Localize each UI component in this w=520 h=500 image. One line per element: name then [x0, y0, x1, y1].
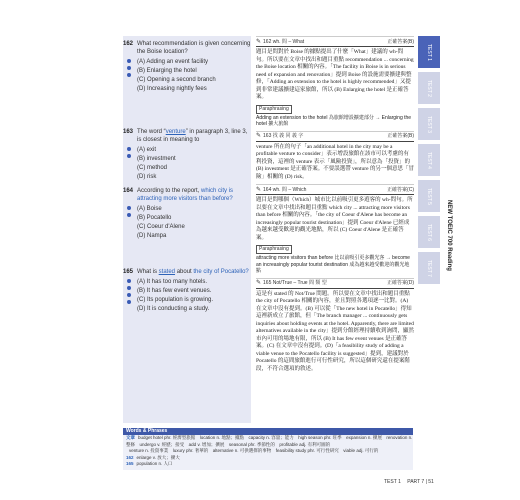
answer-column: [256, 36, 414, 373]
answer-icon: ✎: [256, 280, 262, 286]
question-number: 165: [123, 269, 134, 275]
answer-explanation: 這是有 stated 的 Not/True 問題。所以要在文章中找出和題目重點 the city of Pocatello 相關的內容，並且對照各選項逐一比對。(A) 在文章中沒有提到。(B) 可以從「The new hotel in Pocatello」得知這裡新成立了旅館，但「The branch manager ... continuously gets inquiries about holding events at the hotel. Apparently, there are limited alternatives available in the city」提到分館經理持續收到詢問，顯然市內可用的場地有限，所以 (B) It has few event venues 是正確答案。(C) 在文章中沒有提到。(D)「a feasibility study of adding a viable venue to the Pocatello facility is suggested」提到，建議對於 Pocatello 的這間旅館進行可行性研究，所以這個研究還在提案階段，不符合選項的敘述。: [256, 290, 414, 372]
option-a[interactable]: (A) Adding an event facility: [137, 59, 209, 65]
tab-label: TEST 1: [426, 43, 432, 61]
answer-type: 165 Not/True – True 問 類 型: [263, 280, 327, 286]
option-c[interactable]: (C) Opening a second branch: [137, 77, 216, 83]
option-c[interactable]: (C) Coeur d'Alene: [137, 224, 185, 230]
page-footer: TEST 1 PART 7 | 51: [384, 479, 434, 485]
question-number: 163: [123, 129, 134, 135]
answer-header: [256, 278, 414, 289]
question-text: What recommendation is given concerning the Boise location?: [137, 41, 251, 55]
words-row-value: venture n. 投資事業 luxury phr. 奢華的 alternative n. 可供選擇的事物 feasibility study phr. 可行性研究 viable adj. 可行的: [129, 448, 379, 453]
question-text: [137, 128, 251, 144]
answer-explanation: 題目是問哪個（Which）城市比以前吸引更多遊客的 wh-問句。所以要在文章中找出和題目重點 which city ... attracting more visitors than before 相關的內容。「the city of Coeur d'Alene has become an increasingly popular tourist destination」提到 Coeur d'Alene 已經成為越來越受歡迎的觀光地點，所以 (C) Coeur d'Alene 是正確答案。: [256, 197, 413, 241]
marker-dots: [127, 279, 131, 307]
question-text-mid: about: [175, 269, 194, 275]
tab-test-6[interactable]: [418, 216, 440, 248]
option-list: [137, 58, 251, 94]
option-a[interactable]: (A) It has too many hotels.: [137, 279, 208, 285]
answer-icon: ✎: [256, 186, 262, 193]
tab-label: TEST 2: [426, 79, 432, 97]
option-d[interactable]: (D) Nampa: [137, 233, 167, 239]
question-text-pre: The word “: [137, 129, 166, 135]
answer-type: 164 wh. 問 – Which: [263, 186, 307, 193]
tab-label: TEST 6: [426, 223, 432, 241]
answer-162: [256, 36, 414, 128]
answer-type: 162 wh. 問 – What: [263, 38, 305, 45]
option-a[interactable]: (A) exit: [137, 147, 157, 153]
answer-tag: 正確答案(B): [387, 38, 414, 45]
option-d[interactable]: (D) It is conducting a study.: [137, 306, 210, 312]
option-b[interactable]: (B) investment: [137, 156, 176, 162]
option-list: [137, 146, 251, 182]
question-keyword: stated: [158, 269, 176, 275]
answer-header: [256, 131, 414, 142]
tab-test-3[interactable]: [418, 108, 440, 140]
answer-icon: ✎: [256, 133, 262, 139]
option-b[interactable]: (B) It has few event venues.: [137, 288, 212, 294]
paraphrasing-label: Paraphrasing: [256, 105, 292, 114]
words-row-key: 165: [126, 461, 134, 466]
words-phrases-box: [123, 428, 413, 470]
answer-tag: 正確答案(B): [387, 133, 414, 139]
tab-test-7[interactable]: [418, 252, 440, 284]
words-row-key: 162: [126, 454, 134, 460]
tab-label: TEST 4: [426, 151, 432, 169]
tab-test-5[interactable]: [418, 180, 440, 212]
paraphrasing-label: Paraphrasing: [256, 245, 292, 254]
question-number: 162: [123, 41, 134, 47]
question-highlight: which city is attracting more visitors than before?: [137, 188, 234, 202]
answer-164: [256, 184, 414, 275]
book-side-title: NEW TOEIC 700 Reading: [446, 200, 452, 271]
option-c[interactable]: (C) method: [137, 165, 168, 171]
option-list: [137, 205, 251, 241]
option-list: [137, 278, 251, 314]
option-b[interactable]: (B) Pocatello: [137, 215, 172, 221]
answer-header: [256, 184, 414, 195]
words-row: [123, 435, 413, 448]
answer-tag: 正確答案(D): [387, 280, 414, 286]
question-number: 164: [123, 188, 134, 194]
question-165: [123, 268, 251, 314]
question-text: [137, 187, 251, 203]
question-text-post: ” in paragraph 3, line 3, is closest in meaning to: [137, 129, 248, 143]
option-a[interactable]: (A) Boise: [137, 206, 162, 212]
question-highlight: the city of Pocatello?: [193, 269, 249, 275]
paraphrasing-text: attracting more visitors than before 比以前吸引更多觀光客 → become an increasingly popular tourist destination 成為越來越受歡迎的觀光地點: [256, 255, 410, 274]
marker-dots: [127, 59, 131, 80]
answer-header: [256, 36, 414, 47]
question-164: [123, 187, 251, 241]
tab-label: TEST 5: [426, 187, 432, 205]
answer-163: [256, 131, 414, 182]
tab-label: TEST 7: [426, 259, 432, 277]
question-text: [137, 268, 251, 276]
question-text-pre: According to the report,: [137, 188, 202, 194]
marker-dots: [127, 206, 131, 220]
question-163: [123, 128, 251, 182]
answer-explanation: 題目是問對於 Boise 的據點提出了什麼「What」建議的 wh-問句。所以要在文章中找出和題目重點 recommendation ... concerning the Boise location 相關的內容。「The facility in Boise is in serious need of expansion and renovation」提到 Boise 的設施需要擴建與整修，「Adding an extension to the hotel is highly recommended」又提到非常建議擴建這家旅館，所以 (B) Enlarging the hotel 是正確答案。: [256, 49, 414, 100]
question-text-pre: What is: [137, 269, 159, 275]
paraphrasing-text: Adding an extension to the hotel 為旅館增設擴建部分 → Enlarging the hotel 擴大旅館: [256, 114, 412, 127]
question-162: [123, 40, 251, 94]
tab-test-1[interactable]: [418, 36, 440, 68]
answer-type: 163 找 義 同 義 字: [263, 133, 304, 139]
tab-test-2[interactable]: [418, 72, 440, 104]
answer-explanation: venture 所在的句子「an additional hotel in the city may be a profitable venture to consider」表示增設旅館在該市可以考慮的有利投資，這裡的 venture 表示「風險投資」，所以意為「投資」的 (B) investment 是正確答案。不要誤選帶 venture 的另一個意思「冒險」相關的 (D) risk。: [256, 143, 414, 180]
answer-165: [256, 278, 414, 374]
tab-test-4[interactable]: [418, 144, 440, 176]
words-row-value: enlarge v. 放大；擴大: [136, 454, 180, 460]
vocab-word: venture: [165, 129, 186, 135]
words-row-value: population n. 人口: [136, 461, 173, 466]
option-c[interactable]: (C) Its population is growing.: [137, 297, 214, 303]
answer-tag: 正確答案(C): [387, 186, 414, 193]
answer-icon: ✎: [256, 38, 262, 45]
words-row-value: budget hotel phr. 經濟型旅館 location n. 地點；據點 capacity n. 容量；能力 high season phr. 旺季 expansion n. 擴展 renovation n. 整修 undergo v. 經歷；接受 add v. 增加；擴展 seasonal phr. 季節性的 profitable adj. 有利可圖的: [126, 435, 413, 447]
words-phrases-header: Words & Phrases: [123, 428, 413, 435]
words-row: [123, 461, 413, 468]
words-row-key: 文章: [126, 435, 135, 440]
option-d[interactable]: (D) Increasing nightly fees: [137, 86, 207, 92]
marker-dots: [127, 147, 131, 161]
tab-label: TEST 3: [426, 115, 432, 133]
option-b[interactable]: (B) Enlarging the hotel: [137, 68, 197, 74]
option-d[interactable]: (D) risk: [137, 174, 157, 180]
